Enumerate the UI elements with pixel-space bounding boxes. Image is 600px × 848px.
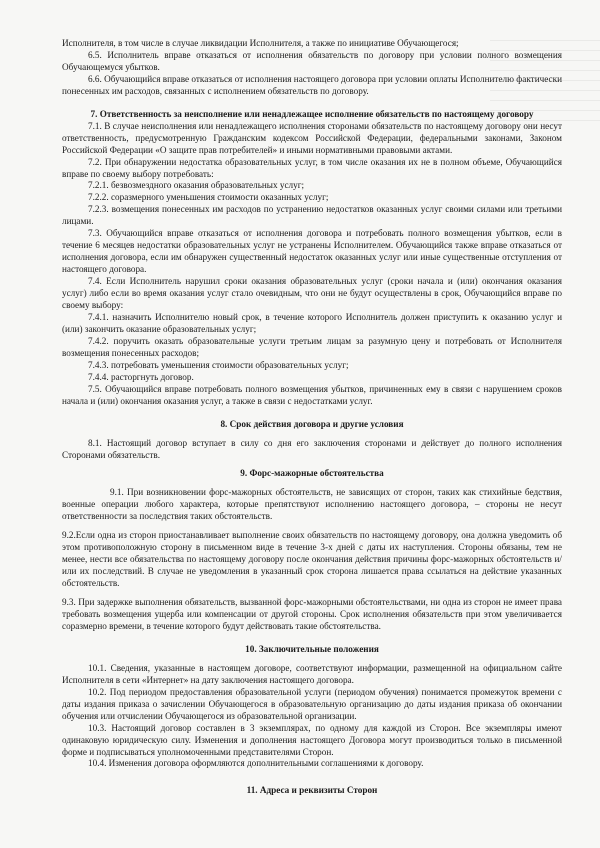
paragraph-6-6: 6.6. Обучающийся вправе отказаться от исполнения настоящего договора при условии оплаты Исполнителю фактически понесенных им расходов, связанных с исполнением обязательств по договору. [62,73,562,96]
section-8-heading: 8. Срок действия договора и другие условия [220,418,404,429]
paragraph-10-3: 10.3. Настоящий договор составлен в 3 экземплярах, по одному для каждой из Сторон. Все экземпляры имеют одинаковую юридическую силу. Изменения и дополнения настоящего Договора могут производиться только в письменной форме и подписываться уполномоченными представителями Сторон. [62,722,562,757]
paragraph-8-1: 8.1. Настоящий договор вступает в силу со дня его заключения сторонами и действует до полного исполнения Сторонами обязательств. [62,437,562,460]
section-11-heading: 11. Адреса и реквизиты Сторон [246,785,378,796]
paragraph-7-4-1: 7.4.1. назначить Исполнителю новый срок, в течение которого Исполнитель должен приступить к оказанию услуг и (или) закончить оказание образовательных услуг; [62,311,562,334]
paragraph-7-2-1: 7.2.1. безвозмездного оказания образовательных услуг; [88,180,305,191]
paragraph-7-2-3: 7.2.3. возмещения понесенных им расходов по устранению недостатков оказанных услуг своими силами или третьими лицами. [62,204,562,227]
paragraph-10-2: 10.2. Под периодом предоставления образовательной услуги (периодом обучения) понимается промежуток времени с даты издания приказа о зачислении Обучающегося в образовательную организацию до даты издания приказа об окончании обучения или отчислении Обучающегося из образовательной организации. [62,686,562,721]
paragraph-9-1: 9.1. При возникновении форс-мажорных обстоятельств, не зависящих от сторон, таких как стихийные бедствия, военные операции любого характера, которые препятствуют исполнению настоящего договора, – стороны не несут ответственности за последствия таких обстоятельств. [62,487,562,522]
paragraph-10-1: 10.1. Сведения, указанные в настоящем договоре, соответствуют информации, размещенной на официальном сайте Исполнителя в сети «Интернет» на дату заключения настоящего договора. [62,662,562,685]
paragraph-7-1: 7.1. В случае неисполнения или ненадлежащего исполнения сторонами обязательств по настоящему договору они несут ответственность, предусмотренную Гражданским кодексом Российской Федерации, федеральными законами, Законом Российской Федерации «О защите прав потребителей» и иными нормативными правовыми актами. [62,120,562,155]
paragraph-7-2: 7.2. При обнаружении недостатка образовательных услуг, в том числе оказания их не в полном объеме, Обучающийся вправе по своему выбору потребовать: [62,156,562,179]
paragraph-7-2-2: 7.2.2. соразмерного уменьшения стоимости оказанных услуг; [88,192,329,203]
paragraph-7-4-3: 7.4.3. потребовать уменьшения стоимости образовательных услуг; [88,359,349,370]
scan-shadow [490,40,600,130]
paragraph-7-4-4: 7.4.4. расторгнуть договор. [88,371,194,382]
paragraph-6-5: 6.5. Исполнитель вправе отказаться от исполнения обязательств по договору при условии полного возмещения Обучающемуся убытков. [62,49,562,72]
paragraph-7-5: 7.5. Обучающийся вправе потребовать полного возмещения убытков, причиненных ему в связи с нарушением сроков начала и (или) окончания оказания услуг, а также в связи с недостатками услуг. [62,383,562,406]
paragraph-9-2: 9.2.Если одна из сторон приостанавливает выполнение своих обязательств по настоящему договору, она должна уведомить об этом противоположную сторону в письменном виде в течение 3-х дней с даты их наступления. Стороны обязаны, тем не менее, нести все обязательства по настоящему договору после окончания действия причины форс-мажорных обстоятельств и/или их последствий. В случае не уведомления в указанный срок сторона лишается права ссылаться на действие указанных обстоятельств. [62,530,562,589]
paragraph-7-3: 7.3. Обучающийся вправе отказаться от исполнения договора и потребовать полного возмещения убытков, если в течение 6 месяцев недостатки образовательных услуг не устранены Исполнителем. Обучающийся также вправе отказаться от исполнения договора, если им обнаружен существенный недостаток оказанных услуг или иные существенные отступления от настоящего договора. [62,228,562,275]
section-9-heading: 9. Форс-мажорные обстоятельства [240,468,384,479]
paragraph-7-4: 7.4. Если Исполнитель нарушил сроки оказания образовательных услуг (сроки начала и (или) окончания оказания услуг) либо если во время оказания услуг стало очевидным, что они не будут осуществлены в срок, Обучающийся вправе по своему выбору: [62,276,562,311]
paragraph-6-4-tail: Исполнителя, в том числе в случае ликвидации Исполнителя, а также по инициативе Обучающегося; [62,38,459,48]
section-10-heading: 10. Заключительные положения [245,643,379,654]
paragraph-9-3: 9.3. При задержке выполнения обязательств, вызванной форс-мажорными обстоятельствами, ни одна из сторон не имеет права требовать возмещения ущерба или компенсации от другой стороны. Срок исполнения обязательств при этом увеличивается соразмерно времени, в течение которого будут действовать такие обстоятельства. [62,597,562,631]
section-7-heading: 7. Ответственность за неисполнение или ненадлежащее исполнение обязательств по настоящему договору [90,108,534,119]
paragraph-7-4-2: 7.4.2. поручить оказать образовательные услуги третьим лицам за разумную цену и потребовать от Исполнителя возмещения понесенных расходов; [62,335,562,358]
paragraph-10-4: 10.4. Изменения договора оформляются дополнительными соглашениями к договору. [88,758,424,769]
